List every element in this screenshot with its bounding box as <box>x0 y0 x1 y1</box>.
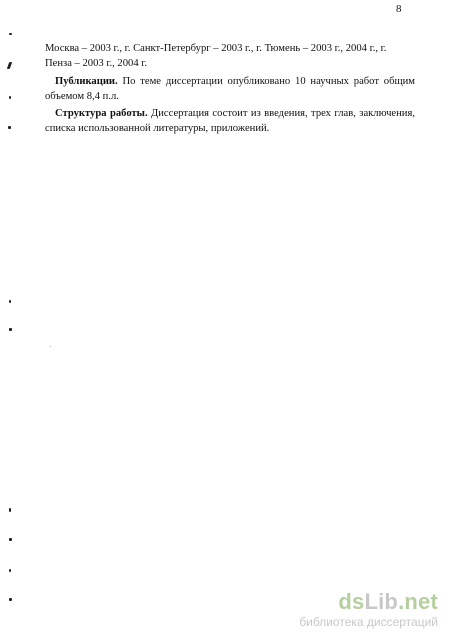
cities-line-1: Москва – 2003 г., г. Санкт-Петербург – 2003 г., г. Тюмень – 2003 г., 2004 г., г. <box>45 43 387 54</box>
cities-line-2: Пенза – 2003 г., 2004 г. <box>45 58 148 69</box>
structure-heading: Структура работы. <box>55 108 148 119</box>
watermark-logo: dsLib.net <box>338 589 438 614</box>
watermark <box>299 591 438 629</box>
watermark-subtitle: библиотека диссертаций <box>299 615 438 629</box>
scan-mark <box>9 300 11 303</box>
cities-paragraph <box>45 41 415 71</box>
page-number: 8 <box>396 3 402 15</box>
scan-mark <box>9 96 11 99</box>
scan-mark <box>9 598 12 601</box>
scan-mark <box>9 33 12 35</box>
scan-mark <box>9 328 12 331</box>
structure-text: Диссертация состоит из введения, трех глав, заключения, списка использованной литературы, приложений. <box>45 108 415 134</box>
scan-mark <box>50 346 51 347</box>
publications-text: По теме диссертации опубликовано 10 научных работ общим объемом 8,4 п.л. <box>45 76 415 102</box>
structure-paragraph <box>45 106 415 136</box>
scan-mark <box>7 62 13 69</box>
scan-mark <box>9 508 11 512</box>
scan-mark <box>8 126 11 129</box>
publications-heading: Публикации. <box>55 76 118 87</box>
publications-paragraph <box>45 74 415 104</box>
scan-mark <box>9 538 12 541</box>
scan-mark <box>9 569 11 572</box>
